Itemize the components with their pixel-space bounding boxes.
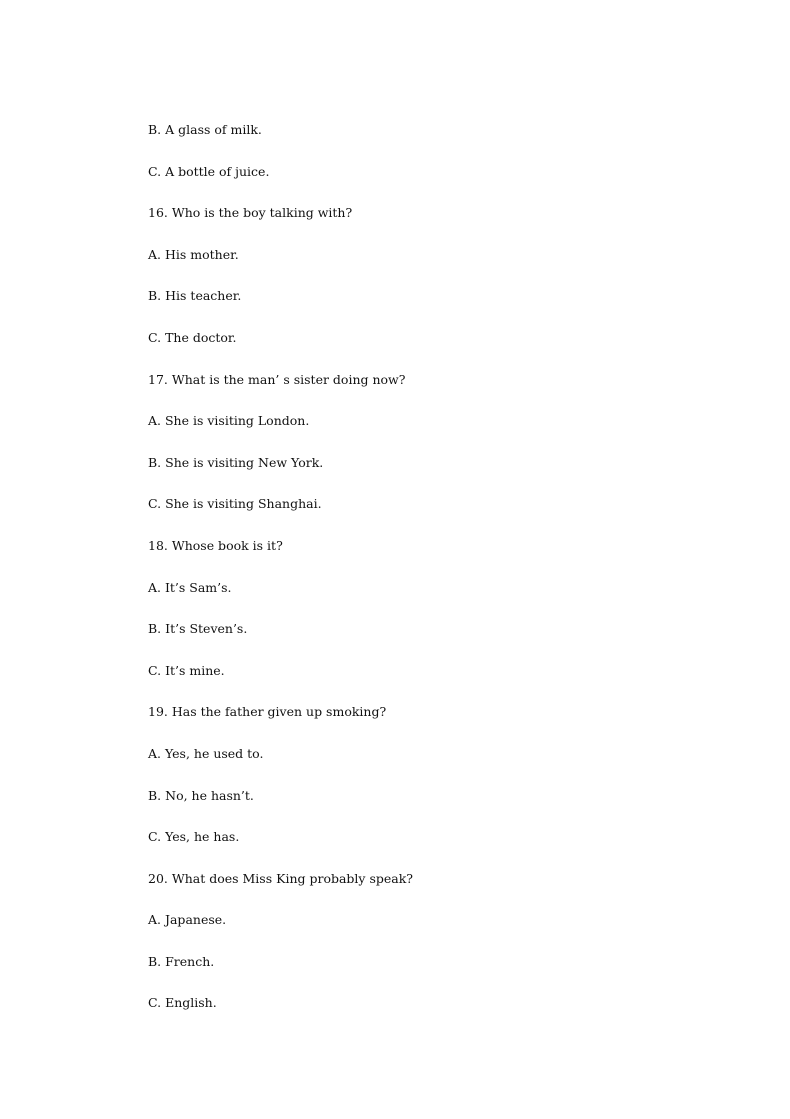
- question-20: 20. What does Miss King probably speak?: [148, 870, 414, 886]
- option-a-line: A. His mother.: [148, 246, 239, 262]
- question-19: 19. Has the father given up smoking?: [148, 704, 387, 720]
- option-a-line: A. Japanese.: [148, 912, 227, 928]
- option-c-line: C. A bottle of juice.: [148, 163, 270, 179]
- option-b-line: B. No, he hasn’t.: [148, 787, 254, 803]
- question-16: 16. Who is the boy talking with?: [148, 205, 353, 221]
- question-18: 18. Whose book is it?: [148, 537, 283, 553]
- question-list: [148, 120, 413, 1035]
- option-b-line: B. French.: [148, 953, 215, 969]
- option-c-line: C. She is visiting Shanghai.: [148, 496, 322, 512]
- option-a-line: A. Yes, he used to.: [148, 745, 264, 761]
- option-a-line: A. It’s Sam’s.: [148, 579, 232, 595]
- option-b-line: B. His teacher.: [148, 288, 242, 304]
- option-c-line: C. English.: [148, 995, 217, 1011]
- option-a-line: A. She is visiting London.: [148, 413, 310, 429]
- option-c-line: C. The doctor.: [148, 329, 237, 345]
- option-c-line: C. Yes, he has.: [148, 829, 240, 845]
- option-c-line: C. It’s mine.: [148, 662, 225, 678]
- option-b-line: B. She is visiting New York.: [148, 454, 324, 470]
- question-17: 17. What is the man’ s sister doing now?: [148, 371, 406, 387]
- option-b-line: B. A glass of milk.: [148, 122, 262, 137]
- option-b-line: B. It’s Steven’s.: [148, 621, 248, 637]
